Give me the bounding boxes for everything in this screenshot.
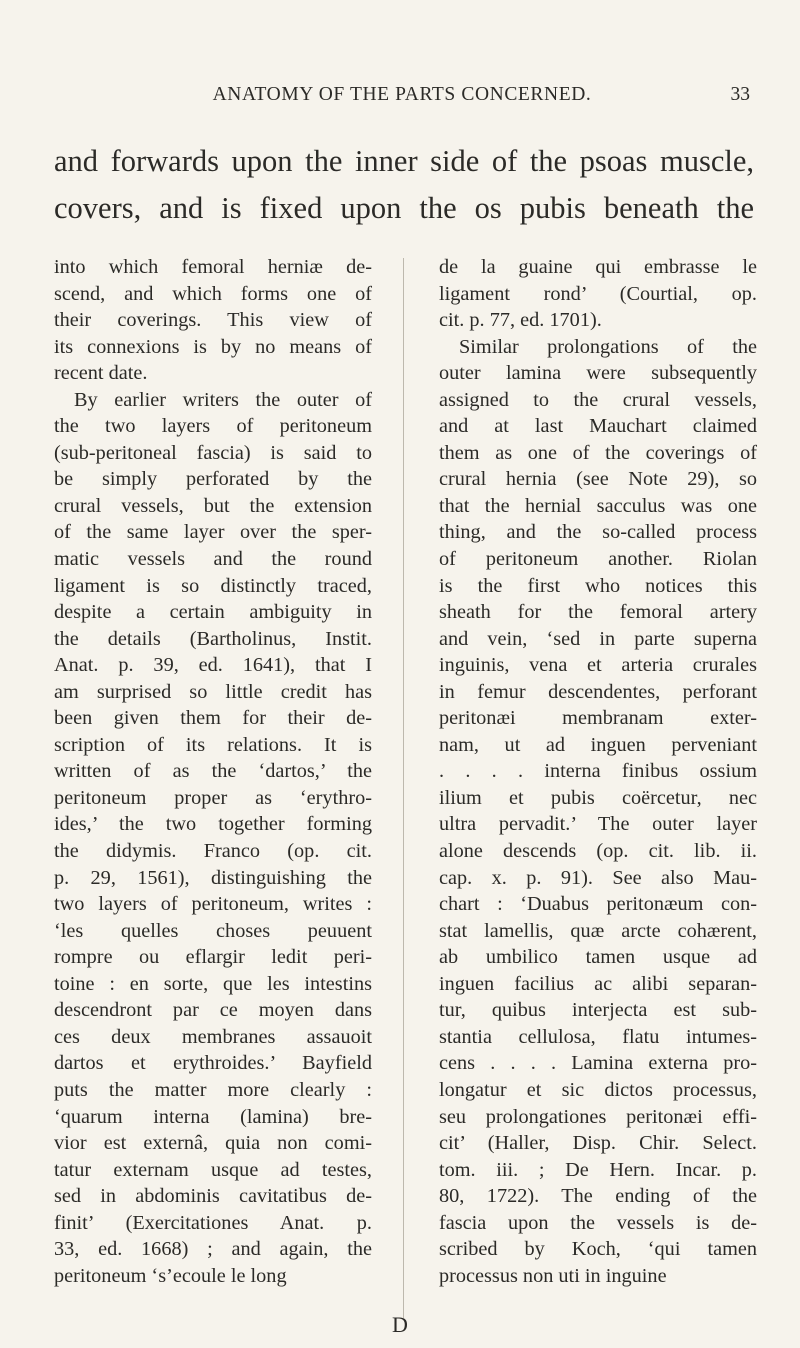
column-divider [403, 258, 404, 1318]
text-line: crural hernia (see Note 29), so [439, 468, 757, 491]
text-line: scribed by Koch, ‘qui tamen [439, 1238, 757, 1261]
text-line: rompre ou eflargir ledit peri- [54, 946, 372, 969]
text-line: assigned to the crural vessels, [439, 388, 757, 411]
text-line: cens . . . . Lamina externa pro- [439, 1052, 757, 1075]
text-line: By earlier writers the outer of [74, 388, 372, 411]
text-line: p. 29, 1561), distinguishing the [54, 866, 372, 889]
text-line: ab umbilico tamen usque ad [439, 946, 757, 969]
text-line: ilium et pubis coërcetur, nec [439, 786, 757, 809]
text-line: toine : en sorte, que les intestins [54, 972, 372, 995]
text-line: descendront par ce moyen dans [54, 999, 372, 1022]
text-line: in femur descendentes, perforant [439, 680, 757, 703]
text-line: written of as the ‘dartos,’ the [54, 760, 372, 783]
text-line: crural vessels, but the extension [54, 494, 372, 517]
text-line: ides,’ the two together forming [54, 813, 372, 836]
text-line: stantia cellulosa, flatu intumes- [439, 1025, 757, 1048]
text-line: seu prolongationes peritonæi effi- [439, 1105, 757, 1128]
text-line: 80, 1722). The ending of the [439, 1185, 757, 1208]
text-line: cit’ (Haller, Disp. Chir. Select. [439, 1132, 757, 1155]
running-head [54, 84, 750, 114]
text-line: peritonæi membranam exter- [439, 707, 757, 730]
text-line: inguinis, vena et arteria crurales [439, 654, 757, 677]
text-line: chart : ‘Duabus peritonæum con- [439, 893, 757, 916]
text-line: of the same layer over the sper- [54, 521, 372, 544]
text-line: puts the matter more clearly : [54, 1078, 372, 1101]
text-line: the didymis. Franco (op. cit. [54, 840, 372, 863]
text-line: outer lamina were subsequently [439, 362, 757, 385]
text-line: ‘les quelles choses peuuent [54, 919, 372, 942]
text-line: ces deux membranes assauoit [54, 1025, 372, 1048]
intro-paragraph [54, 138, 754, 232]
text-line: that the hernial sacculus was one [439, 494, 757, 517]
text-line: and at last Mauchart claimed [439, 415, 757, 438]
text-line: despite a certain ambiguity in [54, 601, 372, 624]
text-line: two layers of peritoneum, writes : [54, 893, 372, 916]
intro-line: and forwards upon the inner side of the psoas muscle, [54, 144, 754, 178]
text-line: tatur externam usque ad testes, [54, 1158, 372, 1181]
text-line: tur, quibus interjecta est sub- [439, 999, 757, 1022]
text-line: inguen facilius ac alibi separan- [439, 972, 757, 995]
text-line: thing, and the so-called process [439, 521, 757, 544]
text-line: am surprised so little credit has [54, 680, 372, 703]
page-number: 33 [730, 84, 750, 105]
text-line: tom. iii. ; De Hern. Incar. p. [439, 1158, 757, 1181]
text-line: been given them for their de- [54, 707, 372, 730]
text-line: cit. p. 77, ed. 1701). [439, 309, 602, 332]
text-line: ligament is so distinctly traced, [54, 574, 372, 597]
right-note-column [439, 254, 757, 1289]
text-line: peritoneum proper as ‘erythro- [54, 786, 372, 809]
text-line: sed in abdominis cavitatibus de- [54, 1185, 372, 1208]
intro-line: covers, and is fixed upon the os pubis beneath the [54, 191, 754, 225]
text-line: ligament rond’ (Courtial, op. [439, 282, 757, 305]
text-line: vior est externâ, quia non comi- [54, 1132, 372, 1155]
text-line: the two layers of peritoneum [54, 415, 372, 438]
text-line: scription of its relations. It is [54, 733, 372, 756]
text-line: of peritoneum another. Riolan [439, 548, 757, 571]
left-note-column [54, 254, 372, 1289]
running-title: ANATOMY OF THE PARTS CONCERNED. [212, 84, 592, 105]
text-line: dartos et erythroides.’ Bayfield [54, 1052, 372, 1075]
text-line: alone descends (op. cit. lib. ii. [439, 840, 757, 863]
text-line: its connexions is by no means of [54, 335, 372, 358]
text-line: Anat. p. 39, ed. 1641), that I [54, 654, 372, 677]
text-line: peritoneum ‘s’ecoule le long [54, 1264, 287, 1287]
signature-mark: D [392, 1312, 408, 1337]
text-line: ultra pervadit.’ The outer layer [439, 813, 757, 836]
text-line: cap. x. p. 91). See also Mau- [439, 866, 757, 889]
text-line: the details (Bartholinus, Instit. [54, 627, 372, 650]
text-line: scend, and which forms one of [54, 282, 372, 305]
text-line: ‘quarum interna (lamina) bre- [54, 1105, 372, 1128]
text-line: stat lamellis, quæ arcte cohærent, [439, 919, 757, 942]
text-line: finit’ (Exercitationes Anat. p. [54, 1211, 372, 1234]
text-line: their coverings. This view of [54, 309, 372, 332]
text-line: de la guaine qui embrasse le [439, 256, 757, 278]
text-line: and vein, ‘sed in parte superna [439, 627, 757, 650]
text-line: be simply perforated by the [54, 468, 372, 491]
text-line: processus non uti in inguine [439, 1264, 667, 1287]
text-line: matic vessels and the round [54, 548, 372, 571]
text-line: them as one of the coverings of [439, 441, 757, 464]
text-line: nam, ut ad inguen perveniant [439, 733, 757, 756]
text-line: 33, ed. 1668) ; and again, the [54, 1238, 372, 1261]
text-line: into which femoral herniæ de- [54, 256, 372, 278]
text-line: . . . . interna finibus ossium [439, 760, 757, 783]
text-line: (sub-peritoneal fascia) is said to [54, 441, 372, 464]
text-line: longatur et sic dictos processus, [439, 1078, 757, 1101]
text-line: fascia upon the vessels is de- [439, 1211, 757, 1234]
text-line: recent date. [54, 362, 148, 385]
text-line: sheath for the femoral artery [439, 601, 757, 624]
text-line: is the first who notices this [439, 574, 757, 597]
text-line: Similar prolongations of the [459, 335, 757, 358]
